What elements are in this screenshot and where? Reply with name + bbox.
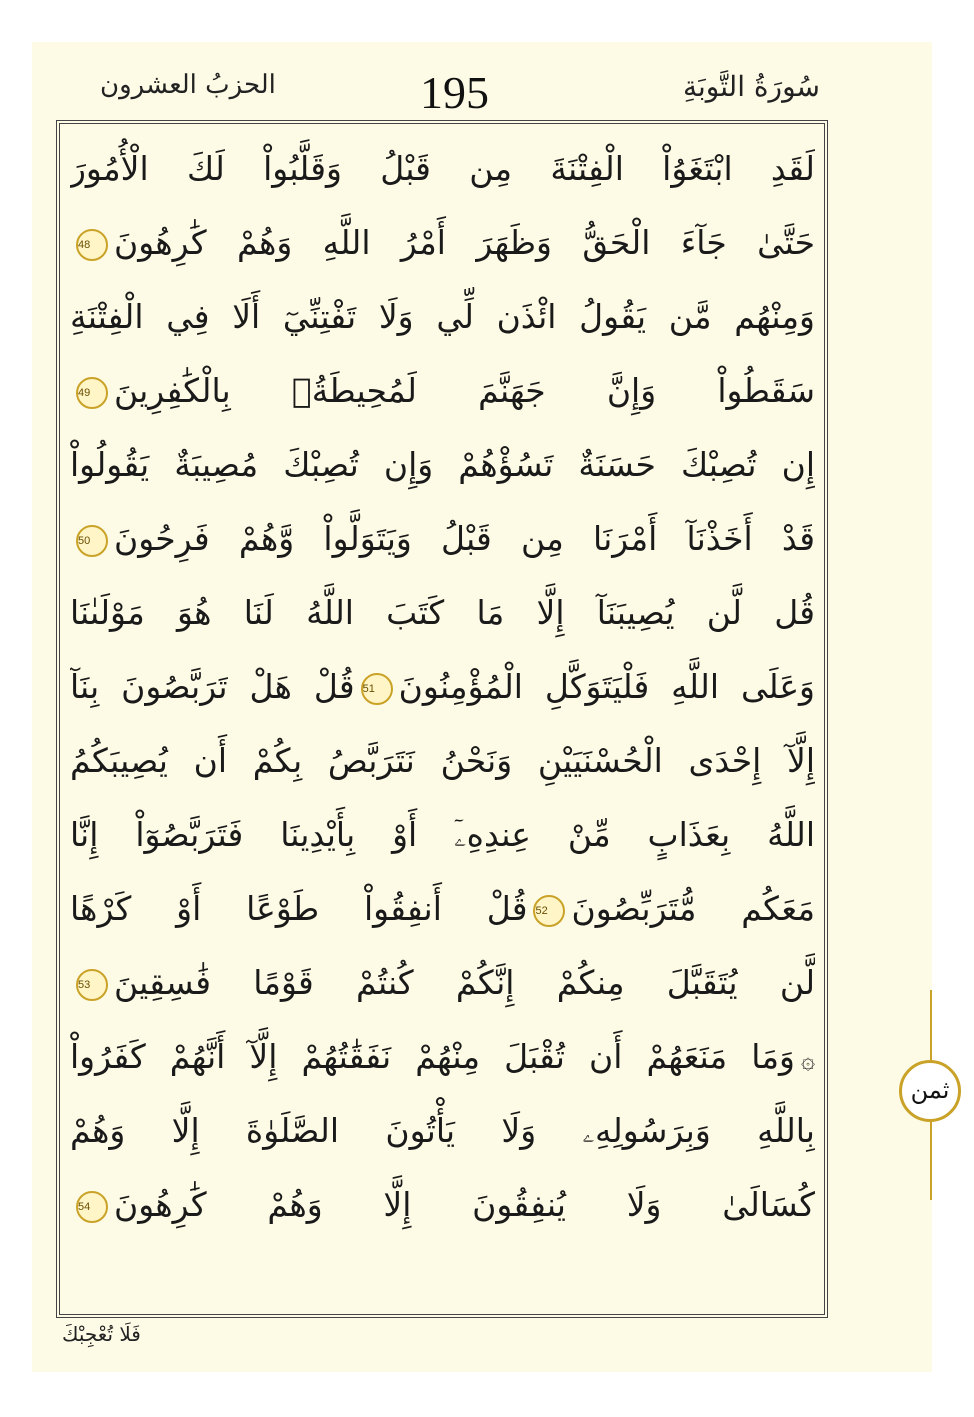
verse-text: بِاللَّهِ وَبِرَسُولِهِۦ وَلَا يَأْتُونَ الصَّلَوٰةَ إِلَّا وَهُمْ: [70, 1111, 815, 1150]
surah-title: سُورَةُ التَّوبَةِ: [682, 70, 820, 103]
hizb-title: الحزبُ العشرون: [100, 70, 276, 100]
verse-line: [70, 576, 815, 650]
verse-line: [70, 650, 815, 724]
hizb-marker-label: ثمن: [899, 1060, 961, 1122]
hizb-quarter-marker: [893, 990, 973, 1200]
catchword: فَلَا تُعْجِبْكَ: [62, 1322, 141, 1346]
verse-text: وَعَلَى اللَّهِ فَلْيَتَوَكَّلِ الْمُؤْمِنُونَ: [398, 667, 815, 706]
ayah-number-marker: 53: [76, 969, 108, 1001]
verse-line: [70, 354, 815, 428]
verse-line: [70, 1094, 815, 1168]
verse-line: [70, 428, 815, 502]
verse-text: إِلَّآ إِحْدَى الْحُسْنَيَيْنِ وَنَحْنُ نَتَرَبَّصُ بِكُمْ أَن يُصِيبَكُمُ: [70, 741, 815, 780]
verse-text: كُسَالَىٰ وَلَا يُنفِقُونَ إِلَّا وَهُمْ كَٰرِهُونَ: [114, 1185, 815, 1224]
verse-line: [70, 946, 815, 1020]
ayah-number-marker: 54: [76, 1191, 108, 1223]
verse-line: [70, 502, 815, 576]
verse-text: وَمَا مَنَعَهُمْ أَن تُقْبَلَ مِنْهُمْ نَفَقَٰتُهُمْ إِلَّآ أَنَّهُمْ كَفَرُواْ: [70, 1037, 795, 1076]
verse-text: لَّن يُتَقَبَّلَ مِنكُمْ إِنَّكُمْ كُنتُمْ قَوْمًا فَٰسِقِينَ: [114, 963, 815, 1002]
verse-text: قَدْ أَخَذْنَآ أَمْرَنَا مِن قَبْلُ وَيَتَوَلَّواْ وَّهُمْ فَرِحُونَ: [114, 519, 815, 558]
rub-el-hizb-icon: ۞: [800, 1046, 815, 1074]
ayah-number-marker: 50: [76, 525, 108, 557]
verse-text: قُلْ هَلْ تَرَبَّصُونَ بِنَآ: [70, 667, 355, 706]
ayah-number-marker: 51: [361, 673, 393, 705]
verse-line: [70, 724, 815, 798]
verse-text: قُل لَّن يُصِيبَنَآ إِلَّا مَا كَتَبَ اللَّهُ لَنَا هُوَ مَوْلَىٰنَا: [70, 593, 815, 632]
verse-text: اللَّهُ بِعَذَابٍ مِّنْ عِندِهِۦٓ أَوْ بِأَيْدِينَا فَتَرَبَّصُوٓاْ إِنَّا: [70, 815, 815, 854]
verse-text: سَقَطُواْ وَإِنَّ جَهَنَّمَ لَمُحِيطَةُۢ بِالْكَٰفِرِينَ: [114, 371, 815, 410]
ayah-number-marker: 52: [533, 895, 565, 927]
verse-line: [70, 132, 815, 206]
verse-line: [70, 1020, 815, 1094]
verse-line: [70, 798, 815, 872]
page-header: [60, 52, 820, 122]
verse-line: [70, 1168, 815, 1242]
verse-text: وَمِنْهُم مَّن يَقُولُ ائْذَن لِّي وَلَا تَفْتِنِّيٓ أَلَا فِي الْفِتْنَةِ: [70, 297, 815, 336]
verse-line: [70, 872, 815, 946]
verse-line: [70, 280, 815, 354]
hizb-ornament-bottom: [930, 1122, 932, 1200]
verse-text: حَتَّىٰ جَآءَ الْحَقُّ وَظَهَرَ أَمْرُ اللَّهِ وَهُمْ كَٰرِهُونَ: [114, 223, 815, 262]
verse-text: إِن تُصِبْكَ حَسَنَةٌ تَسُؤْهُمْ وَإِن تُصِبْكَ مُصِيبَةٌ يَقُولُواْ: [70, 445, 815, 484]
ayah-number-marker: 48: [76, 229, 108, 261]
ayah-number-marker: 49: [76, 377, 108, 409]
verse-text: مَعَكُم مُّتَرَبِّصُونَ: [571, 889, 815, 928]
page-number: 195: [420, 67, 489, 118]
verse-lines: [70, 132, 815, 1242]
verse-line: [70, 206, 815, 280]
hizb-ornament-top: [930, 990, 932, 1060]
verse-text: قُلْ أَنفِقُواْ طَوْعًا أَوْ كَرْهًا: [70, 889, 528, 928]
verse-text: لَقَدِ ابْتَغَوُاْ الْفِتْنَةَ مِن قَبْلُ وَقَلَّبُواْ لَكَ الْأُمُورَ: [70, 149, 815, 188]
